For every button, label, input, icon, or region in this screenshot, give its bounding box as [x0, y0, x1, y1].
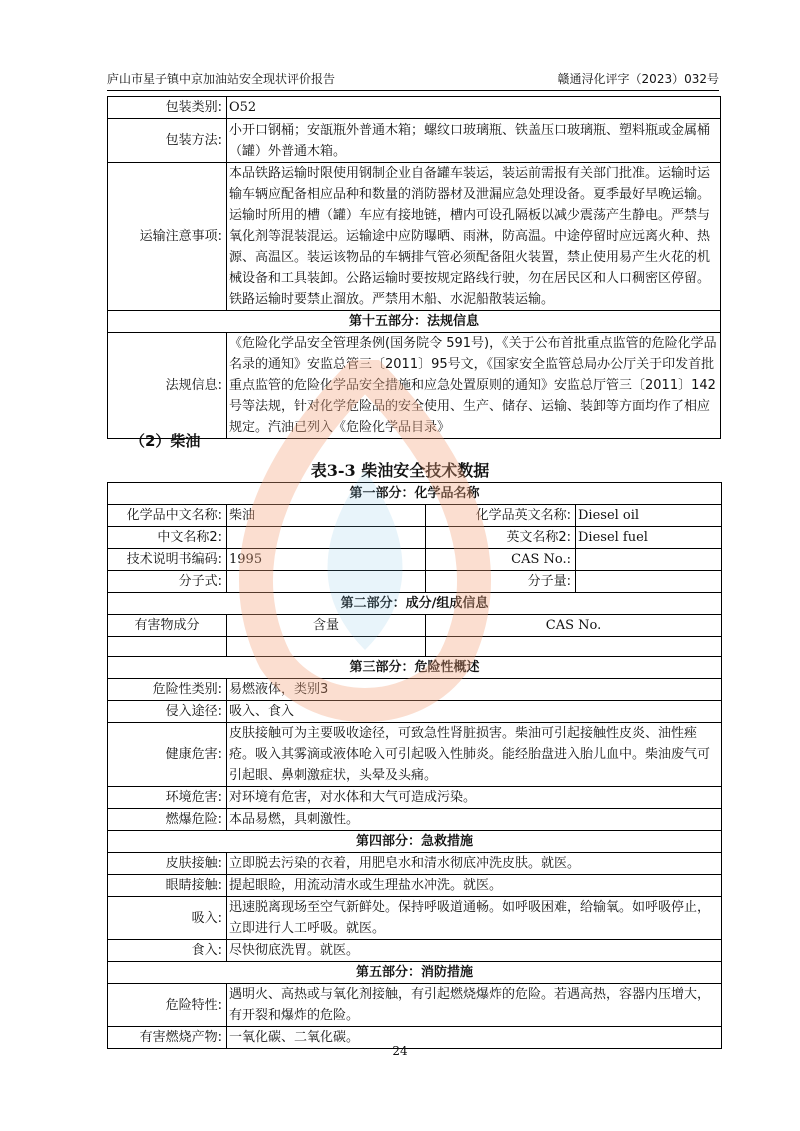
health-value: 皮肤接触可为主要吸收途径，可致急性肾脏损害。柴油可引起接触性皮炎、油性痤疮。吸入其雾滴或液体呛入可引起吸入性肺炎。能经胎盘进入胎儿血中。柴油废气可引起眼、鼻刺激症状，头晕及头痛。	[227, 723, 722, 787]
table-row	[108, 723, 722, 787]
cn-name-label: 化学品中文名称:	[108, 505, 227, 527]
section-2-heading: 第二部分：成分/组成信息	[108, 593, 722, 615]
section-3-heading: 第三部分：危险性概述	[108, 657, 722, 679]
cn-name-value: 柴油	[227, 505, 426, 527]
eye-label: 眼睛接触:	[108, 875, 227, 897]
table-row	[108, 97, 721, 119]
diesel-subheading: （2）柴油	[130, 432, 201, 450]
table-row	[108, 679, 722, 701]
table-row	[108, 897, 722, 940]
packing-class-label: 包装类别:	[108, 97, 227, 119]
header-report-code: 赣通浔化评字（2023）032号	[557, 72, 719, 86]
combust-label: 有害燃烧产物:	[108, 1027, 227, 1049]
eye-value: 提起眼睑，用流动清水或生理盐水冲洗。就医。	[227, 875, 722, 897]
component-header: 有害物成分	[108, 615, 227, 637]
en-name-label: 化学品英文名称:	[426, 505, 576, 527]
cn-name2-value	[227, 527, 426, 549]
table-row	[108, 701, 722, 723]
health-label: 健康危害:	[108, 723, 227, 787]
diesel-safety-data-table	[107, 482, 722, 1049]
hazard-class-label: 危险性类别:	[108, 679, 227, 701]
inhale-value: 迅速脱离现场至空气新鲜处。保持呼吸道通畅。如呼吸困难，给输氧。如呼吸停止，立即进行人工呼吸。就医。	[227, 897, 722, 940]
content-empty-cell	[227, 637, 426, 657]
formula-label: 分子式:	[108, 571, 227, 593]
page-header	[107, 68, 719, 91]
mw-label: 分子量:	[426, 571, 576, 593]
transport-notes-label: 运输注意事项:	[108, 163, 227, 311]
packing-class-value: O52	[227, 97, 721, 119]
fire-label: 燃爆危险:	[108, 809, 227, 831]
section-5-heading: 第五部分：消防措施	[108, 962, 722, 984]
table-row	[108, 875, 722, 897]
table-row	[108, 571, 722, 593]
skin-value: 立即脱去污染的衣着，用肥皂水和清水彻底冲洗皮肤。就医。	[227, 853, 722, 875]
cn-name2-label: 中文名称2:	[108, 527, 227, 549]
env-value: 对环境有危害，对水体和大气可造成污染。	[227, 787, 722, 809]
regulation-label: 法规信息:	[108, 333, 227, 439]
en-name2-label: 英文名称2:	[426, 527, 576, 549]
table-row	[108, 984, 722, 1027]
section-4-heading: 第四部分：急救措施	[108, 831, 722, 853]
cas-header: CAS No.	[426, 615, 722, 637]
table-row	[108, 549, 722, 571]
table-row	[108, 940, 722, 962]
route-value: 吸入、食入	[227, 701, 722, 723]
ingest-value: 尽快彻底洗胃。就医。	[227, 940, 722, 962]
inhale-label: 吸入:	[108, 897, 227, 940]
mw-value	[576, 571, 722, 593]
tech-code-value: 1995	[227, 549, 426, 571]
env-label: 环境危害:	[108, 787, 227, 809]
header-report-title: 庐山市星子镇中京加油站安全现状评价报告	[107, 72, 336, 86]
ingest-label: 食入:	[108, 940, 227, 962]
component-empty-cell	[108, 637, 227, 657]
table-row	[108, 787, 722, 809]
fire-value: 本品易燃，具刺激性。	[227, 809, 722, 831]
hazard-class-value: 易燃液体，类别3	[227, 679, 722, 701]
table-row	[108, 809, 722, 831]
tech-code-label: 技术说明书编码:	[108, 549, 227, 571]
section-15-heading: 第十五部分：法规信息	[108, 311, 721, 333]
content-header: 含量	[227, 615, 426, 637]
table-row	[108, 333, 721, 439]
table-row	[108, 637, 722, 657]
combust-value: 一氧化碳、二氧化碳。	[227, 1027, 722, 1049]
table-row	[108, 163, 721, 311]
transport-notes-value: 本品铁路运输时限使用钢制企业自备罐车装运，装运前需报有关部门批准。运输时运输车辆应配备相应品种和数量的消防器材及泄漏应急处理设备。夏季最好早晚运输。运输时所用的槽（罐）车应有接地链，槽内可设孔隔板以减少震荡产生静电。严禁与氧化剂等混装混运。运输途中应防曝晒、雨淋，防高温。中途停留时应远离火种、热源、高温区。装运该物品的车辆排气管必须配备阻火装置，禁止使用易产生火花的机械设备和工具装卸。公路运输时要按规定路线行驶，勿在居民区和人口稠密区停留。铁路运输时要禁止溜放。严禁用木船、水泥船散装运输。	[227, 163, 721, 311]
skin-label: 皮肤接触:	[108, 853, 227, 875]
en-name2-value: Diesel fuel	[576, 527, 722, 549]
table-row	[108, 311, 721, 333]
section-1-heading: 第一部分：化学品名称	[108, 483, 722, 505]
packing-method-value: 小开口钢桶；安瓿瓶外普通木箱；螺纹口玻璃瓶、铁盖压口玻璃瓶、塑料瓶或金属桶（罐）外普通木箱。	[227, 119, 721, 163]
regulation-value: 《危险化学品安全管理条例(国务院令 591号)，《关于公布首批重点监管的危险化学品名录的通知》安监总管三〔2011〕95号文，《国家安全监管总局办公厅关于印发首批重点监管的危险化学品安全措施和应急处置原则的通知》安监总厅管三〔2011〕142号等法规，针对化学危险品的安全使用、生产、储存、运输、装卸等方面均作了相应规定。汽油已列入《危险化学品目录》	[227, 333, 721, 439]
danger-value: 遇明火、高热或与氧化剂接触，有引起燃烧爆炸的危险。若遇高热，容器内压增大，有开裂和爆炸的危险。	[227, 984, 722, 1027]
table-row	[108, 853, 722, 875]
packing-method-label: 包装方法:	[108, 119, 227, 163]
page-number: 24	[392, 1044, 408, 1058]
cas-empty-cell	[426, 637, 722, 657]
table-row	[108, 505, 722, 527]
table-row	[108, 119, 721, 163]
route-label: 侵入途径:	[108, 701, 227, 723]
table-caption: 表3-3 柴油安全技术数据	[310, 461, 490, 480]
gasoline-data-table-continued	[107, 96, 721, 439]
table-row	[108, 615, 722, 637]
cas-value	[576, 549, 722, 571]
cas-label: CAS No.:	[426, 549, 576, 571]
table-row	[108, 527, 722, 549]
danger-label: 危险特性:	[108, 984, 227, 1027]
en-name-value: Diesel oil	[576, 505, 722, 527]
formula-value	[227, 571, 426, 593]
